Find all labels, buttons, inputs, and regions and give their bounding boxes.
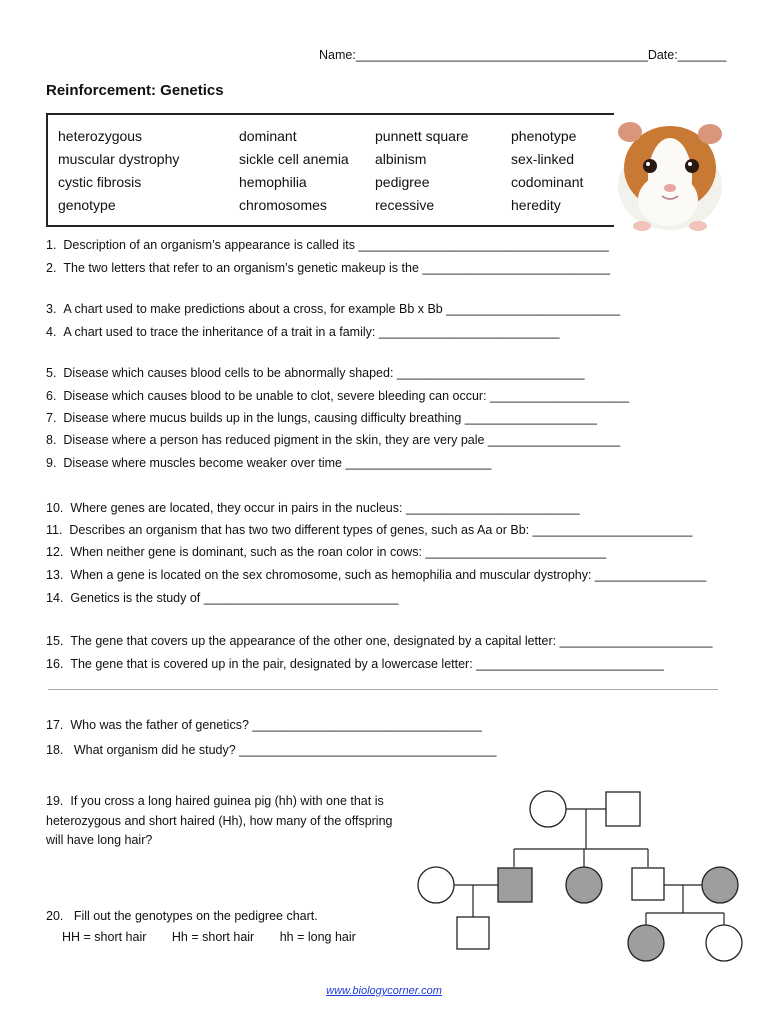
question-text: When a gene is located on the sex chromosome, such as hemophilia and muscular dystrophy: ________________ [70,568,707,582]
question-number: 1. [46,238,57,252]
question-number: 6. [46,389,57,403]
question-15[interactable] [46,634,713,648]
word-bank-column-3 [375,125,468,217]
question-text: Disease where muscles become weaker over time _____________________ [63,456,492,470]
question-text: If you cross a long haired guinea pig (hh) with one that is heterozygous and short haired (Hh), how many of the offspring will have long hair? [46,794,393,847]
question-number: 14. [46,591,64,605]
question-number: 15. [46,634,64,648]
page-title: Reinforcement: Genetics [46,82,224,99]
section-divider [48,689,718,690]
question-20[interactable] [46,909,318,923]
question-text: Who was the father of genetics? _________________________________ [70,718,482,732]
question-text: A chart used to trace the inheritance of a trait in a family: __________________________ [63,325,560,339]
question-number: 16. [46,657,64,671]
footer [0,985,768,997]
question-number: 11. [46,523,63,537]
female-affected-symbol[interactable] [566,867,602,903]
question-number: 10. [46,501,64,515]
question-text: A chart used to make predictions about a cross, for example Bb x Bb _________________________ [63,302,621,316]
question-text: Genetics is the study of ____________________________ [70,591,399,605]
question-2[interactable] [46,261,610,275]
question-10[interactable] [46,501,580,515]
question-number: 5. [46,366,57,380]
question-number: 3. [46,302,57,316]
question-text: Describes an organism that has two two different types of genes, such as Aa or Bb: _______________________ [69,523,693,537]
male-affected-symbol[interactable] [498,868,532,902]
word-bank-term: heredity [511,197,561,213]
question-number: 2. [46,261,57,275]
word-bank-term: albinism [375,151,427,167]
word-bank-term: phenotype [511,128,577,144]
question-14[interactable] [46,591,398,605]
question-text: The gene that covers up the appearance of the other one, designated by a capital letter: ______________________ [70,634,713,648]
question-13[interactable] [46,568,706,582]
question-text: Disease which causes blood cells to be abnormally shaped: ___________________________ [63,366,585,380]
question-4[interactable] [46,325,560,339]
word-bank [46,113,614,227]
genotype-key [62,930,378,944]
question-8[interactable] [46,433,620,447]
question-text: What organism did he study? _____________________________________ [70,743,497,757]
name-label: Name: [319,48,356,62]
question-text: Description of an organism’s appearance is called its ____________________________________ [63,238,609,252]
question-text: When neither gene is dominant, such as the roan color in cows: __________________________ [70,545,607,559]
question-text: The gene that is covered up in the pair, designated by a lowercase letter: ___________________________ [70,657,664,671]
female-unaffected-symbol[interactable] [530,791,566,827]
question-16[interactable] [46,657,664,671]
word-bank-term: genotype [58,197,116,213]
word-bank-term: dominant [239,128,297,144]
question-12[interactable] [46,545,606,559]
question-3[interactable] [46,302,620,316]
question-17[interactable] [46,718,482,732]
female-affected-symbol[interactable] [702,867,738,903]
word-bank-term: sickle cell anemia [239,151,349,167]
key-item: Hh = short hair [171,930,255,944]
female-affected-symbol[interactable] [628,925,664,961]
question-text: Where genes are located, they occur in pairs in the nucleus: _________________________ [70,501,580,515]
word-bank-term: punnett square [375,128,469,144]
question-7[interactable] [46,411,597,425]
word-bank-term: pedigree [375,174,430,190]
guinea-pig-image [612,108,724,234]
question-number: 7. [46,411,57,425]
question-6[interactable] [46,389,629,403]
question-18[interactable] [46,743,496,757]
word-bank-term: hemophilia [239,174,307,190]
female-unaffected-symbol[interactable] [418,867,454,903]
question-text: The two letters that refer to an organism’s genetic makeup is the ___________________________ [63,261,611,275]
question-number: 13. [46,568,64,582]
date-field[interactable]: _______ [677,48,727,62]
question-11[interactable] [46,523,693,537]
question-number: 17. [46,718,64,732]
word-bank-term: muscular dystrophy [58,151,180,167]
question-5[interactable] [46,366,585,380]
key-item: hh = long hair [279,930,356,944]
male-unaffected-symbol[interactable] [457,917,489,949]
word-bank-column-1 [58,125,179,217]
question-number: 19. [46,794,64,808]
question-1[interactable] [46,238,609,252]
word-bank-term: cystic fibrosis [58,174,142,190]
footer-link[interactable]: www.biologycorner.com [326,985,442,997]
question-text: Disease which causes blood to be unable to clot, severe bleeding can occur: ____________________ [63,389,630,403]
male-unaffected-symbol[interactable] [632,868,664,900]
question-number: 18. [46,743,64,757]
question-text: Fill out the genotypes on the pedigree chart. [73,909,318,923]
word-bank-term: sex-linked [511,151,575,167]
name-field[interactable]: __________________________________________ [355,48,648,62]
male-unaffected-symbol[interactable] [606,792,640,826]
word-bank-term: chromosomes [239,197,327,213]
question-text: Disease where a person has reduced pigment in the skin, they are very pale ___________________ [63,433,621,447]
female-unaffected-symbol[interactable] [706,925,742,961]
word-bank-column-4 [511,125,583,217]
question-number: 20. [46,909,64,923]
question-number: 12. [46,545,64,559]
date-label: Date: [647,48,678,62]
question-9[interactable] [46,456,491,470]
question-number: 4. [46,325,57,339]
question-number: 8. [46,433,57,447]
question-19[interactable] [46,792,406,851]
pedigree-chart [410,785,750,965]
name-date-line [319,48,726,62]
question-text: Disease where mucus builds up in the lungs, causing difficulty breathing ___________________ [63,411,597,425]
key-item: HH = short hair [62,930,147,944]
word-bank-term: recessive [375,197,435,213]
word-bank-term: heterozygous [58,128,143,144]
word-bank-term: codominant [511,174,584,190]
question-number: 9. [46,456,57,470]
word-bank-column-2 [239,125,349,217]
